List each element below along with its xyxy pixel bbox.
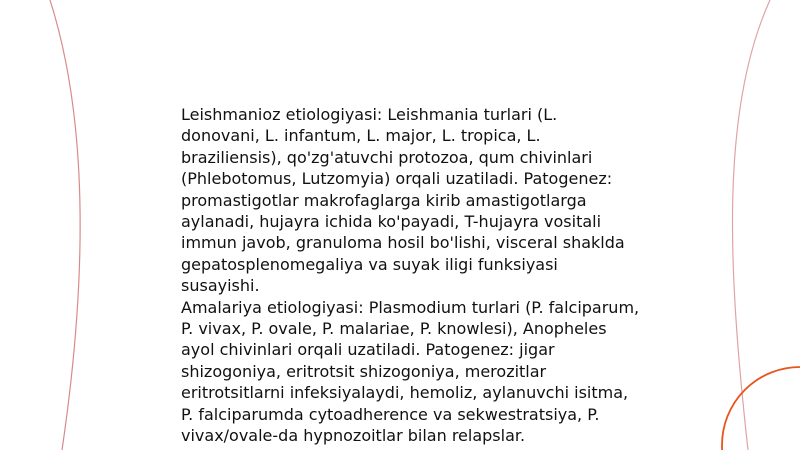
orange-accent-circle [722,367,800,450]
malaria-paragraph: Amalariya etiologiyasi: Plasmodium turlari (P. falciparum, P. vivax, P. ovale, P. malariae, P. knowlesi), Anopheles ayol chivinlari orqali uzatiladi. Patogenez: jigar shizogoniya, eritrotsit shizogoniya, merozitlar eritrotsitlarni infeksiyalaydi, hemoliz, aylanuvchi isitma, P. falciparumda cytoadherence va sekwestratsiya, P. vivax/ovale-da hypnozoitlar bilan relapslar. [181,297,640,446]
left-decorative-arc [50,0,80,450]
slide-body-text [181,104,641,447]
right-decorative-arc [732,0,770,450]
leishmaniasis-paragraph: Leishmanioz etiologiyasi: Leishmania turlari (L. donovani, L. infantum, L. major, L. tropica, L. braziliensis), qo'zg'atuvchi protozoa, qum chivinlari (Phlebotomus, Lutzomyia) orqali uzatiladi. Patogenez: promastigotlar makrofaglarga kirib amastigotlarga aylanadi, hujayra ichida ko'payadi, T-hujayra vositali immun javob, granuloma hosil bo'lishi, visceral shaklda gepatosplenomegaliya va suyak iligi funksiyasi susayishi. [181,105,625,296]
